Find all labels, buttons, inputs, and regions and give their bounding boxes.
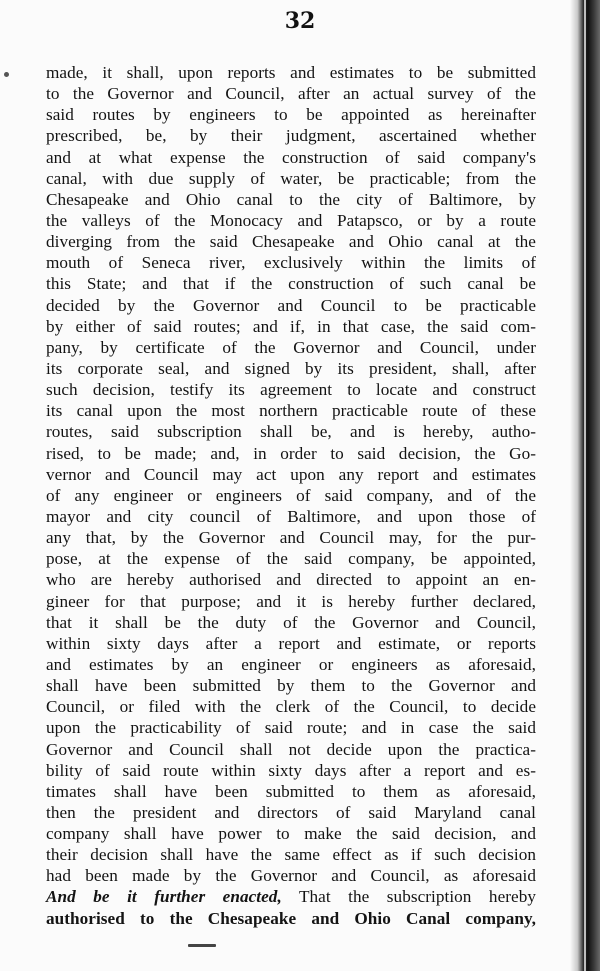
text-line: canal, with due supply of water, be practicable; from the (46, 168, 536, 188)
enacting-clause-line (46, 886, 536, 907)
text-line: its corporate seal, and signed by its president, shall, after (46, 358, 536, 378)
text-line: company shall have power to make the said decision, and (46, 824, 536, 844)
text-line: and at what expense the construction of said company's (46, 147, 536, 167)
bottom-ink-mark (188, 944, 216, 947)
text-line: bility of said route within sixty days after a report and es- (46, 760, 536, 780)
page-number: 32 (284, 8, 316, 34)
text-line: Governor and Council shall not decide upon the practica- (46, 739, 536, 759)
text-line: that it shall be the duty of the Governor and Council, (46, 612, 536, 632)
text-line: decided by the Governor and Council to be practicable (46, 295, 536, 315)
text-line: Council, or filed with the clerk of the Council, to decide (46, 697, 536, 717)
text-line: this State; and that if the construction of such canal be (46, 274, 536, 294)
text-line: prescribed, be, by their judgment, ascertained whether (46, 126, 536, 146)
text-line: timates shall have been submitted to them as aforesaid, (46, 781, 536, 801)
text-line: pany, by certificate of the Governor and Council, under (46, 337, 536, 357)
text-line: and estimates by an engineer or engineers as aforesaid, (46, 654, 536, 674)
enacting-clause-italic: And be it further enacted, (46, 887, 282, 907)
text-line: had been made by the Governor and Council, as aforesaid (46, 866, 536, 886)
text-line: who are hereby authorised and directed to appoint an en- (46, 570, 536, 590)
text-line: mouth of Seneca river, exclusively within the limits of (46, 253, 536, 273)
text-line: diverging from the said Chesapeake and Ohio canal at the (46, 232, 536, 252)
text-line: routes, said subscription shall be, and is hereby, autho- (46, 422, 536, 442)
text-line: gineer for that purpose; and it is hereby further declared, (46, 591, 536, 611)
binding-edge-line (584, 0, 586, 971)
text-line: mayor and city council of Baltimore, and upon those of (46, 506, 536, 526)
text-line: to the Governor and Council, after an actual survey of the (46, 84, 536, 104)
text-line: of any engineer or engineers of said company, and of the (46, 485, 536, 505)
text-line: Chesapeake and Ohio canal to the city of Baltimore, by (46, 189, 536, 209)
final-text-line: authorised to the Chesapeake and Ohio Canal company, (46, 908, 536, 928)
text-line: their decision shall have the same effect as if such decision (46, 845, 536, 865)
text-line: vernor and Council may act upon any report and estimates (46, 464, 536, 484)
text-line: within sixty days after a report and estimate, or reports (46, 633, 536, 653)
text-line: shall have been submitted by them to the Governor and (46, 676, 536, 696)
margin-ink-mark (4, 72, 9, 77)
text-line: any that, by the Governor and Council may, for the pur- (46, 528, 536, 548)
text-line: made, it shall, upon reports and estimates to be submitted (46, 63, 536, 82)
text-line: its canal upon the most northern practicable route of these (46, 401, 536, 421)
text-line: pose, at the expense of the said company, be appointed, (46, 549, 536, 569)
text-line: then the president and directors of said Maryland canal (46, 802, 536, 822)
body-text (46, 62, 536, 929)
text-line: upon the practicability of said route; and in case the said (46, 718, 536, 738)
text-line: the valleys of the Monocacy and Patapsco, or by a route (46, 210, 536, 230)
enacting-clause-rest: That the subscription hereby (281, 887, 536, 907)
text-line: such decision, testify its agreement to locate and construct (46, 380, 536, 400)
text-line: rised, to be made; and, in order to said decision, the Go- (46, 443, 536, 463)
text-line: by either of said routes; and if, in that case, the said com- (46, 316, 536, 336)
text-line: said routes by engineers to be appointed as hereinafter (46, 105, 536, 125)
